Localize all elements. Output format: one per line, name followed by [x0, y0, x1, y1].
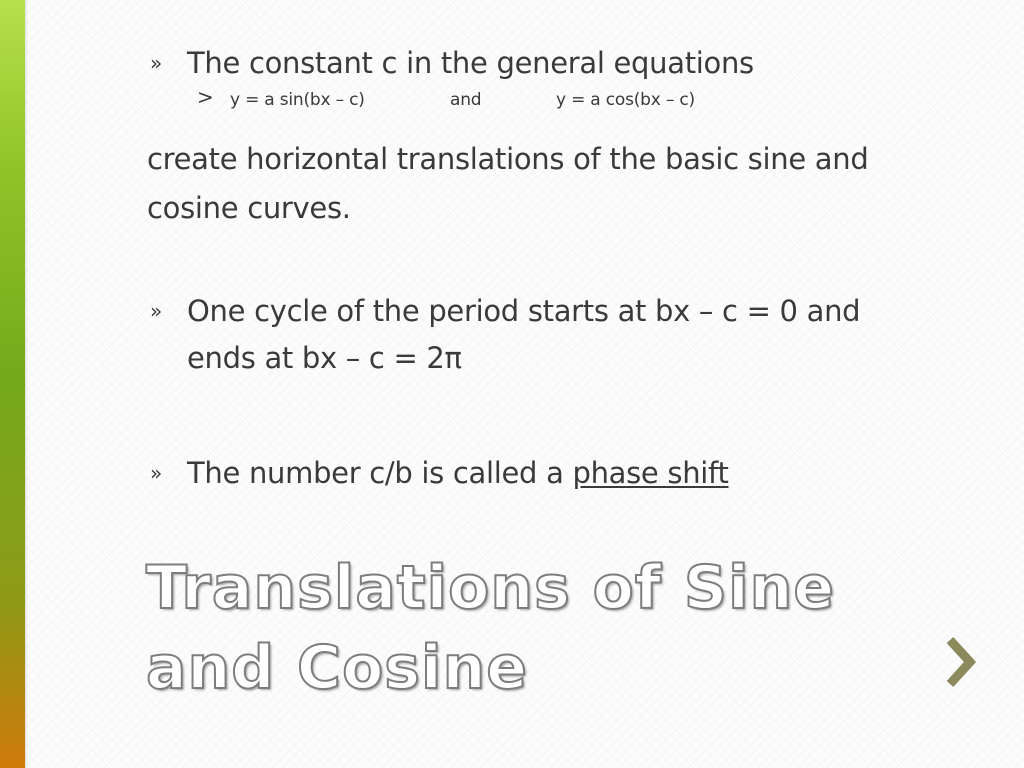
- slide-title: [146, 548, 946, 708]
- bullet-marker: »: [150, 299, 162, 323]
- chevron-right-icon-graphic: [944, 632, 980, 692]
- slide-title-line-1: Translations of Sine: [146, 553, 836, 623]
- continuation-line-2: cosine curves.: [147, 191, 351, 225]
- bullet-2-line-2: ends at bx – c = 2π: [187, 341, 462, 375]
- bullet-2: [147, 288, 987, 382]
- side-accent-shadow: [25, 0, 28, 768]
- bullet-marker: »: [150, 461, 162, 485]
- slide-body: [147, 40, 987, 497]
- sine-equation: y = a sin(bx – c): [230, 90, 365, 110]
- bullet-marker: »: [150, 51, 162, 75]
- bullet-3-text: The number c/b is called a: [187, 456, 573, 490]
- sub-bullet-marker: >: [197, 85, 214, 109]
- bullet-3: [147, 450, 987, 497]
- continuation-paragraph: [147, 135, 987, 233]
- slide-title-line-2: and Cosine: [146, 633, 528, 703]
- continuation-line-1: create horizontal translations of the basic sine and: [147, 142, 869, 176]
- bullet-2-line-1: One cycle of the period starts at bx – c = 0 and: [187, 294, 861, 328]
- cosine-equation: y = a cos(bx – c): [556, 90, 695, 110]
- chevron-right-icon[interactable]: [944, 632, 980, 692]
- equation-row: [147, 87, 987, 113]
- bullet-1-text: The constant c in the general equations: [187, 46, 754, 80]
- equation-connector: and: [450, 90, 482, 110]
- bullet-1: [147, 40, 987, 87]
- side-accent-bar: [0, 0, 25, 768]
- phase-shift-term: phase shift: [572, 456, 729, 490]
